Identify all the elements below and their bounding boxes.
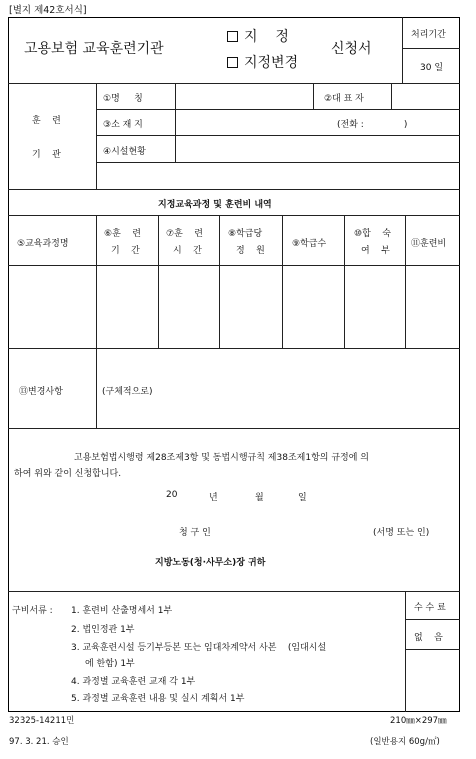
change-label: ⑬변경사항 <box>19 387 63 397</box>
fee-value: 없 음 <box>414 633 443 643</box>
form-title: 고용보험 교육훈련기관 <box>24 41 164 57</box>
form-tag: [별지 제42호서식] <box>9 5 87 16</box>
recipient: 지방노동(청·사무소)장 귀하 <box>155 558 266 568</box>
facility-extra-field[interactable] <box>97 163 458 188</box>
col-class-capacity-2: 정 원 <box>236 246 265 256</box>
cell-training-period[interactable] <box>97 266 157 347</box>
address-field[interactable] <box>176 110 326 135</box>
date-year[interactable]: 20 <box>166 490 178 500</box>
document-item-4: 4. 과정별 교육훈련 교재 각 1부 <box>71 677 196 687</box>
document-item-2: 2. 법인정관 1부 <box>71 625 135 635</box>
title-suffix: 신청서 <box>331 41 372 57</box>
col-training-hours-2: 시 간 <box>173 246 202 256</box>
approval-date: 97. 3. 21. 승인 <box>9 737 69 747</box>
fee-label: 수 수 료 <box>414 603 446 613</box>
cell-course-name[interactable] <box>9 266 95 347</box>
paper-size: 210㎜×297㎜ <box>390 716 447 726</box>
option-designate-label: 지 정 <box>244 29 289 45</box>
applicant-label: 청 구 인 <box>179 528 211 538</box>
option-change-label: 지정변경 <box>244 55 299 71</box>
signature-label[interactable]: (서명 또는 인) <box>373 528 430 538</box>
date-day-unit: 일 <box>298 493 307 503</box>
facility-label: ④시설현황 <box>103 147 146 157</box>
option-designate[interactable] <box>227 26 289 46</box>
paper-spec: (일반용지 60g/㎡) <box>370 737 440 747</box>
documents-label: 구비서류 : <box>12 606 53 616</box>
statement-line-2: 하여 위와 같이 신청합니다. <box>14 469 122 479</box>
cell-class-count[interactable] <box>283 266 343 347</box>
col-class-count: ⑨학급수 <box>292 239 327 249</box>
institution-label-1: 훈 련 <box>32 116 61 126</box>
designate-checkbox[interactable] <box>227 31 238 42</box>
name-field[interactable] <box>176 84 312 109</box>
col-training-fee: ⑪훈련비 <box>411 239 447 249</box>
processing-period-label: 처리기간 <box>411 30 446 40</box>
facility-field[interactable] <box>176 136 458 162</box>
processing-period-value: 30 일 <box>420 63 444 73</box>
address-label: ③소 재 지 <box>103 120 143 130</box>
document-item-3-cont: 에 한함) 1부 <box>85 659 135 669</box>
option-change[interactable] <box>227 52 298 72</box>
document-item-5: 5. 과정별 교육훈련 내용 및 실시 계획서 1부 <box>71 694 245 704</box>
change-value[interactable]: (구체적으로) <box>102 387 153 397</box>
phone-label: (전화 : ) <box>337 120 408 130</box>
document-item-1: 1. 훈련비 산출명세서 1부 <box>71 606 173 616</box>
institution-label-2: 기 관 <box>32 150 61 160</box>
form-code: 32325-14211민 <box>9 716 75 726</box>
col-boarding-1: ⑩합 숙 <box>354 229 391 239</box>
change-checkbox[interactable] <box>227 57 238 68</box>
representative-field[interactable] <box>392 84 458 109</box>
col-training-hours-1: ⑦훈 련 <box>166 229 203 239</box>
col-boarding-2: 여 부 <box>361 246 390 256</box>
course-section-title: 지정교육과정 및 훈련비 내역 <box>158 200 272 210</box>
col-class-capacity-1: ⑧학급당 <box>228 229 263 239</box>
document-item-3: 3. 교육훈련시설 등기부등본 또는 임대차계약서 사본 (임대시설 <box>71 643 327 653</box>
statement-line-1: 고용보험법시행령 제28조제3항 및 동법시행규칙 제38조제1항의 규정에 의 <box>74 453 369 463</box>
col-training-period-1: ⑥훈 련 <box>104 229 141 239</box>
cell-training-hours[interactable] <box>159 266 218 347</box>
cell-boarding[interactable] <box>345 266 404 347</box>
representative-label: ②대 표 자 <box>324 94 364 104</box>
name-label: ①명 칭 <box>103 94 143 104</box>
date-month-unit: 월 <box>255 493 264 503</box>
col-course-name: ⑤교육과정명 <box>17 239 69 249</box>
cell-class-capacity[interactable] <box>220 266 281 347</box>
col-training-period-2: 기 간 <box>111 246 140 256</box>
cell-training-fee[interactable] <box>406 266 458 347</box>
date-year-unit: 년 <box>209 493 218 503</box>
